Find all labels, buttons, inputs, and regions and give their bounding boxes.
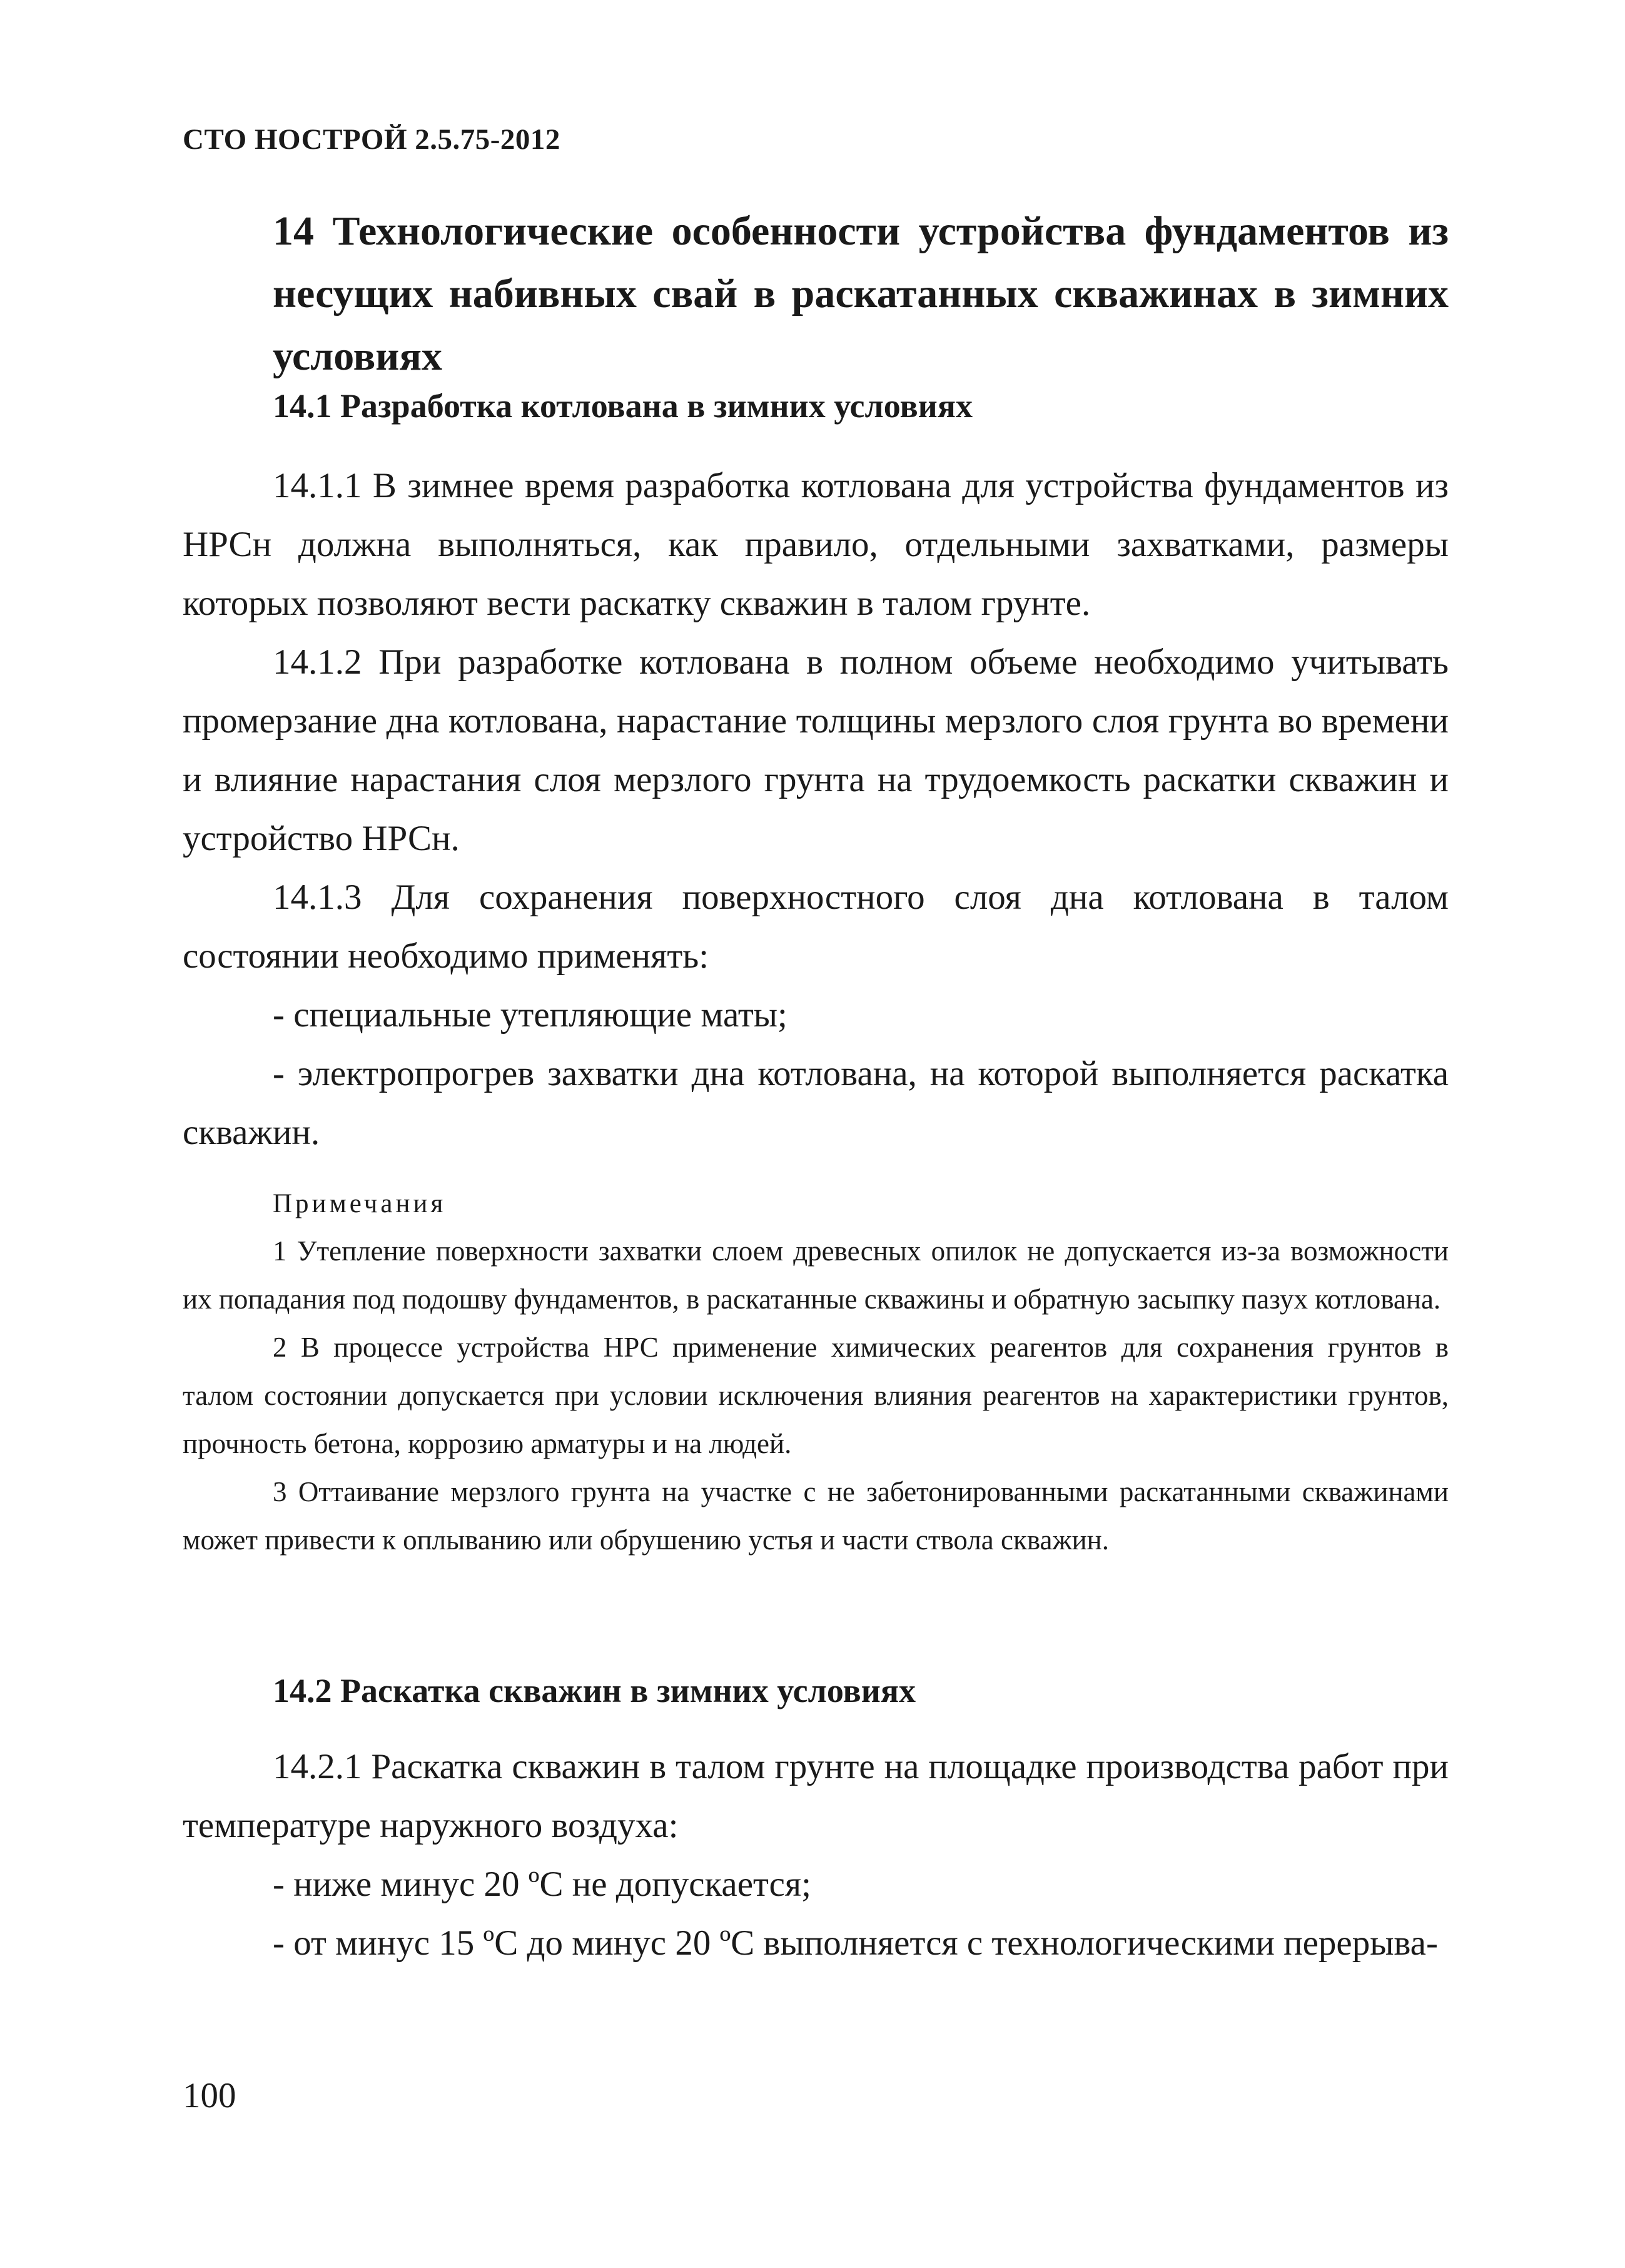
section-2-body [183, 1738, 1449, 1973]
paragraph-14-1-3: 14.1.3 Для сохранения поверхностного слоя дна котлована в талом состоянии необходимо применять: [183, 878, 1449, 976]
note-1: 1 Утепление поверхности захватки слоем древесных опилок не допускается из-за возможности их попадания под подошву фундаментов, в раскатанные скважины и обратную засыпку пазух котлована. [183, 1235, 1449, 1315]
document-header: СТО НОСТРОЙ 2.5.75-2012 [183, 123, 560, 156]
notes-label: Примечания [273, 1189, 447, 1218]
list-item-minus-15-to-20: - от минус 15 ºС до минус 20 ºС выполняется с технологическими перерыва- [273, 1923, 1438, 1963]
paragraph-14-1-1: 14.1.1 В зимнее время разработка котлована для устройства фундаментов из НРСн должна выполняться, как правило, отдельными захватками, размеры которых позволяют вести раскатку скважин в талом грунте. [183, 466, 1449, 623]
chapter-title [183, 200, 1449, 388]
list-item-below-minus-20: - ниже минус 20 ºС не допускается; [273, 1865, 811, 1904]
note-3: 3 Оттаивание мерзлого грунта на участке с не забетонированными раскатанными скважинами может привести к оплыванию или обрушению устья и части ствола скважин. [183, 1476, 1449, 1556]
chapter-title-text: 14 Технологические особенности устройства фундаментов из несущих набивных свай в раскатанных скважинах в зимних условиях [273, 208, 1449, 379]
list-item-mats: - специальные утепляющие маты; [273, 995, 787, 1035]
page-number: 100 [183, 2076, 236, 2115]
paragraph-14-2-1: 14.2.1 Раскатка скважин в талом грунте на площадке производства работ при температуре наружного воздуха: [183, 1747, 1449, 1845]
section-1-body [183, 457, 1449, 1162]
section-title-14-1: 14.1 Разработка котлована в зимних условиях [273, 387, 973, 425]
paragraph-14-1-2: 14.1.2 При разработке котлована в полном объеме необходимо учитывать промерзание дна котлована, нарастание толщины мерзлого слоя грунта во времени и влияние нарастания слоя мерзлого грунта на трудоемкость раскатки скважин и устройство НРСн. [183, 642, 1449, 858]
section-title-14-2: 14.2 Раскатка скважин в зимних условиях [273, 1672, 916, 1709]
list-item-electroheating: - электропрогрев захватки дна котлована, на которой выполняется раскатка скважин. [183, 1054, 1449, 1152]
note-2: 2 В процессе устройства НРС применение химических реагентов для сохранения грунтов в талом состоянии допускается при условии исключения влияния реагентов на характеристики грунтов, прочность бетона, коррозию арматуры и на людей. [183, 1332, 1449, 1459]
notes-block [183, 1227, 1449, 1564]
